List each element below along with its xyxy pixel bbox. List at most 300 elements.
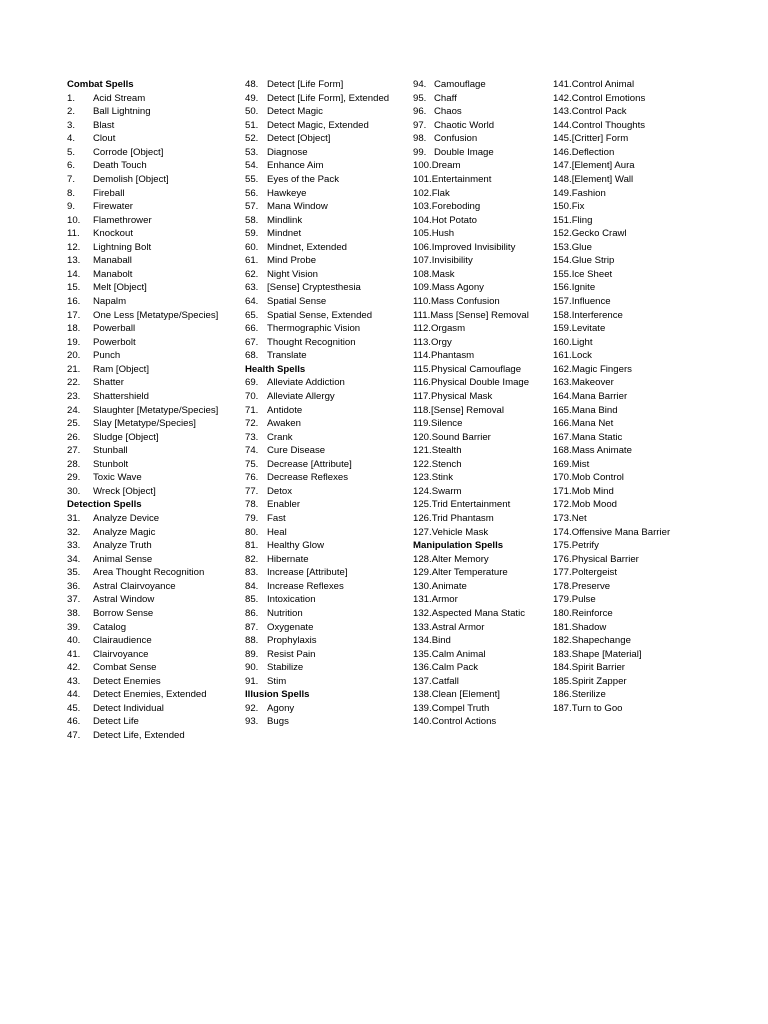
- spell-name: Oxygenate: [267, 621, 314, 633]
- spell-list-item: [67, 688, 242, 702]
- spell-name: Fireball: [93, 187, 125, 199]
- spell-number: 177.: [553, 567, 572, 579]
- spell-list-item: [67, 471, 242, 485]
- spell-list-item: [413, 268, 551, 282]
- spell-list-item: [553, 349, 763, 363]
- spell-list-item: [413, 634, 551, 648]
- spell-number: 140.: [413, 716, 432, 728]
- spell-list-item: [67, 512, 242, 526]
- spell-list-item: [245, 634, 410, 648]
- spell-number: 50.: [245, 106, 259, 118]
- spell-name: Sludge [Object]: [93, 431, 159, 443]
- spell-name: Sterilize: [571, 689, 606, 701]
- spell-number: 39.: [67, 621, 81, 633]
- spell-number: 171.: [553, 485, 572, 497]
- spell-name: Animal Sense: [93, 553, 153, 565]
- spell-list-item: [245, 498, 410, 512]
- spell-list-item: [67, 349, 242, 363]
- spell-list-item: [553, 471, 763, 485]
- spell-column-3: [413, 78, 551, 729]
- spell-name: Night Vision: [267, 268, 319, 280]
- spell-list-item: [67, 241, 242, 255]
- spell-list-item: [553, 607, 763, 621]
- spell-list-item: [245, 417, 410, 431]
- spell-number: 154.: [553, 255, 572, 267]
- spell-list-item: [553, 214, 763, 228]
- spell-list-item: [413, 607, 551, 621]
- spell-name: Stabilize: [267, 662, 304, 674]
- spell-number: 7.: [67, 173, 76, 185]
- spell-name: Bind: [431, 635, 451, 647]
- spell-list-item: [413, 105, 551, 119]
- spell-list-item: [67, 92, 242, 106]
- spell-number: 33.: [67, 540, 81, 552]
- spell-list-item: [553, 417, 763, 431]
- spell-name: Turn to Goo: [571, 702, 623, 714]
- spell-number: 56.: [245, 187, 259, 199]
- spell-number: 92.: [245, 702, 259, 714]
- spell-number: 123.: [413, 472, 432, 484]
- spell-name: Toxic Wave: [93, 472, 142, 484]
- spell-name: Hawkeye: [267, 187, 307, 199]
- spell-list-item: [413, 566, 551, 580]
- spell-list-item: [67, 281, 242, 295]
- spell-name: Thermographic Vision: [267, 323, 361, 335]
- spell-name: Mask: [431, 268, 455, 280]
- spell-list-item: [553, 498, 763, 512]
- spell-name: Demolish [Object]: [93, 173, 169, 185]
- spell-list-item: [413, 458, 551, 472]
- spell-list-item: [553, 648, 763, 662]
- spell-list-item: [413, 200, 551, 214]
- spell-number: 107.: [413, 255, 432, 267]
- spell-list-item: [67, 254, 242, 268]
- spell-name: Slay [Metatype/Species]: [93, 418, 196, 430]
- spell-name: Stealth: [431, 445, 462, 457]
- spell-name: Control Animal: [571, 79, 635, 90]
- spell-number: 13.: [67, 255, 81, 267]
- spell-name: Translate: [267, 350, 307, 362]
- spell-list-item: [245, 580, 410, 594]
- spell-number: 96.: [413, 106, 427, 118]
- spell-number: 111.: [413, 309, 431, 321]
- spell-list-item: [553, 566, 763, 580]
- spell-name: Knockout: [93, 228, 134, 240]
- spell-number: 131.: [413, 594, 432, 606]
- spell-name: Clout: [93, 133, 116, 145]
- spell-list-item: [413, 214, 551, 228]
- spell-list-item: [413, 471, 551, 485]
- spell-list-item: [553, 634, 763, 648]
- spell-column-2: [245, 78, 410, 729]
- spell-number: 64.: [245, 296, 259, 307]
- spell-number: 141.: [553, 79, 572, 90]
- spell-number: 105.: [413, 228, 432, 240]
- spell-number: 28.: [67, 458, 81, 470]
- spell-list-item: [67, 580, 242, 594]
- spell-name: Orgasm: [430, 323, 466, 335]
- spell-name: Detect Individual: [93, 702, 164, 714]
- spell-name: Alter Temperature: [431, 567, 508, 579]
- spell-name: Corrode [Object]: [93, 146, 164, 158]
- spell-number: 128.: [413, 553, 432, 565]
- spell-number: 91.: [245, 675, 259, 687]
- spell-name: Shape [Material]: [571, 648, 642, 660]
- spell-list-item: [67, 553, 242, 567]
- spell-name: Physical Mask: [430, 390, 493, 402]
- spell-name: Interference: [571, 309, 623, 321]
- spell-number: 174.: [553, 526, 572, 538]
- spell-number: 36.: [67, 580, 81, 592]
- spell-list-item: [245, 607, 410, 621]
- spell-name: Catfall: [431, 675, 459, 687]
- spell-number: 85.: [245, 594, 259, 606]
- spell-list-item: [67, 526, 242, 540]
- spell-list-item: [413, 553, 551, 567]
- spell-list-item: [413, 661, 551, 675]
- spell-name: Animate: [431, 580, 467, 592]
- spell-list-item: [553, 363, 763, 377]
- spell-number: 153.: [553, 241, 572, 253]
- spell-list-item: [245, 268, 410, 282]
- spell-name: Lightning Bolt: [93, 241, 152, 253]
- spell-list-item: [67, 729, 242, 743]
- spell-name: Camouflage: [434, 79, 486, 90]
- spell-name: Clairvoyance: [93, 648, 149, 660]
- spell-name: Deflection: [571, 146, 615, 158]
- spell-number: 24.: [67, 404, 81, 416]
- spell-number: 89.: [245, 648, 259, 660]
- spell-list-item: [245, 214, 410, 228]
- spell-number: 6.: [67, 160, 76, 172]
- spell-number: 185.: [553, 675, 572, 687]
- spell-name: Spatial Sense: [267, 296, 327, 307]
- spell-name: Firewater: [93, 201, 133, 213]
- spell-number: 45.: [67, 702, 81, 714]
- spell-number: 41.: [67, 648, 81, 660]
- spell-name: Antidote: [267, 404, 303, 416]
- spell-number: 79.: [245, 513, 259, 524]
- spell-list-item: [413, 593, 551, 607]
- spell-name: Ram [Object]: [93, 363, 149, 375]
- spell-list-item: [245, 200, 410, 214]
- spell-name: Ignite: [571, 282, 596, 294]
- spell-number: 37.: [67, 594, 81, 606]
- spell-list-item: [553, 78, 763, 92]
- spell-number: 34.: [67, 553, 81, 565]
- spell-list-item: [553, 200, 763, 214]
- spell-number: 75.: [245, 458, 259, 470]
- spell-list-item: [67, 214, 242, 228]
- spell-list-item: [413, 254, 551, 268]
- section-heading: Illusion Spells: [245, 689, 310, 701]
- spell-number: 95.: [413, 92, 427, 104]
- spell-name: Detect [Life Form], Extended: [267, 92, 390, 104]
- spell-list-item: [67, 132, 242, 146]
- spell-number: 4.: [67, 133, 76, 145]
- spell-list-item: [413, 322, 551, 336]
- spell-list-item: [413, 376, 551, 390]
- spell-number: 60.: [245, 241, 259, 253]
- spell-name: Orgy: [430, 336, 452, 348]
- spell-name: Powerbolt: [93, 336, 136, 348]
- spell-name: Detect Magic, Extended: [267, 119, 369, 131]
- spell-name: Increase [Attribute]: [267, 567, 348, 579]
- spell-number: 77.: [245, 485, 259, 497]
- spell-list-item: [67, 376, 242, 390]
- spell-name: Alleviate Allergy: [267, 390, 335, 402]
- spell-name: Stim: [267, 675, 287, 687]
- spell-number: 69.: [245, 377, 259, 389]
- spell-number: 23.: [67, 390, 81, 402]
- spell-name: Lock: [571, 350, 592, 362]
- spell-name: Phantasm: [430, 350, 475, 362]
- spell-number: 143.: [553, 106, 572, 118]
- spell-number: 146.: [553, 146, 572, 158]
- spell-name: Manabolt: [93, 268, 133, 280]
- spell-name: Detox: [267, 485, 293, 497]
- spell-number: 38.: [67, 607, 81, 619]
- spell-name: Detect Magic: [267, 106, 323, 118]
- spell-name: Aspected Mana Static: [431, 607, 526, 619]
- spell-name: Hot Potato: [431, 214, 478, 226]
- spell-number: 53.: [245, 146, 259, 158]
- spell-number: 145.: [553, 133, 572, 145]
- spell-number: 180.: [553, 607, 572, 619]
- spell-name: Stench: [431, 458, 462, 470]
- spell-number: 102.: [413, 187, 432, 199]
- spell-column-1: [67, 78, 242, 743]
- spell-name: Spirit Zapper: [571, 675, 627, 687]
- spell-name: Alter Memory: [431, 553, 489, 565]
- spell-name: [Critter] Form: [571, 133, 629, 145]
- spell-number: 109.: [413, 282, 432, 294]
- spell-number: 1.: [67, 92, 76, 104]
- spell-name: Enhance Aim: [267, 160, 324, 172]
- spell-number: 32.: [67, 526, 81, 538]
- spell-list-item: [553, 336, 763, 350]
- spell-number: 149.: [553, 187, 572, 199]
- spell-list-item: [67, 566, 242, 580]
- spell-name: Dream: [431, 160, 461, 172]
- spell-number: 98.: [413, 133, 427, 145]
- spell-list-item: [413, 431, 551, 445]
- spell-number: 93.: [245, 716, 259, 728]
- spell-number: 132.: [413, 607, 432, 619]
- spell-number: 78.: [245, 499, 259, 511]
- spell-list-item: [245, 648, 410, 662]
- spell-number: 159.: [553, 323, 572, 335]
- spell-list-item: [553, 526, 763, 540]
- spell-name: Ball Lightning: [93, 106, 151, 118]
- spell-name: Prophylaxis: [267, 635, 317, 647]
- spell-name: Spatial Sense, Extended: [267, 309, 373, 321]
- spell-list-item: [67, 309, 242, 323]
- spell-name: Catalog: [93, 621, 127, 633]
- spell-number: 142.: [553, 92, 572, 104]
- spell-name: Control Thoughts: [571, 119, 646, 131]
- spell-name: Chaotic World: [434, 119, 495, 131]
- spell-name: Fashion: [571, 187, 606, 199]
- spell-list-item: [67, 607, 242, 621]
- spell-name: Control Pack: [571, 106, 627, 118]
- section-heading: Health Spells: [245, 363, 306, 375]
- spell-number: 186.: [553, 689, 572, 701]
- spell-list-item: [245, 254, 410, 268]
- spell-list-item: [553, 675, 763, 689]
- spell-number: 55.: [245, 173, 259, 185]
- spell-number: 3.: [67, 119, 76, 131]
- spell-list-item: [553, 268, 763, 282]
- spell-name: Eyes of the Pack: [267, 173, 339, 185]
- spell-list-item: [553, 309, 763, 323]
- spell-name: Gecko Crawl: [571, 228, 627, 240]
- spell-number: 151.: [553, 214, 572, 226]
- spell-list-item: [67, 593, 242, 607]
- spell-list-item: [67, 119, 242, 133]
- spell-list-item: [245, 485, 410, 499]
- spell-number: 44.: [67, 689, 81, 701]
- spell-number: 31.: [67, 513, 81, 524]
- spell-list-item: [553, 241, 763, 255]
- spell-list-item: [245, 675, 410, 689]
- spell-list-item: [245, 173, 410, 187]
- spell-name: Mist: [571, 458, 590, 470]
- spell-list-item: [413, 363, 551, 377]
- spell-list-item: [413, 92, 551, 106]
- section-heading: Manipulation Spells: [413, 540, 504, 552]
- spell-list-item: [413, 146, 551, 160]
- spell-list-item: [245, 661, 410, 675]
- spell-name: Chaff: [434, 92, 457, 104]
- spell-number: 86.: [245, 607, 259, 619]
- spell-number: 113.: [413, 336, 431, 348]
- spell-list-item: [553, 132, 763, 146]
- spell-number: 57.: [245, 201, 259, 213]
- spell-list-item: [553, 254, 763, 268]
- spell-list-item: [413, 295, 551, 309]
- spell-list-item: [67, 715, 242, 729]
- spell-name: Mindnet: [267, 228, 302, 240]
- spell-list-item: [245, 390, 410, 404]
- spell-number: 80.: [245, 526, 259, 538]
- spell-name: Stunball: [93, 445, 128, 457]
- spell-name: Increase Reflexes: [267, 580, 344, 592]
- spell-name: Melt [Object]: [93, 282, 147, 294]
- spell-number: 35.: [67, 567, 81, 579]
- spell-name: Analyze Device: [93, 513, 160, 524]
- spell-name: Fling: [571, 214, 593, 226]
- spell-list-item: [67, 363, 242, 377]
- spell-name: Control Emotions: [571, 92, 646, 104]
- spell-list-item: [67, 390, 242, 404]
- spell-number: 135.: [413, 648, 432, 660]
- spell-number: 152.: [553, 228, 572, 240]
- spell-name: Improved Invisibility: [431, 241, 516, 253]
- spell-name: Light: [571, 336, 593, 348]
- spell-list-item: [245, 539, 410, 553]
- spell-number: 25.: [67, 418, 81, 430]
- spell-number: 110.: [413, 296, 431, 307]
- spell-list-item: [245, 227, 410, 241]
- spell-number: 88.: [245, 635, 259, 647]
- spell-name: [Element] Aura: [571, 160, 635, 172]
- spell-list-item: [413, 444, 551, 458]
- spell-number: 144.: [553, 119, 572, 131]
- spell-name: Mind Probe: [267, 255, 317, 267]
- spell-number: 122.: [413, 458, 432, 470]
- spell-name: Healthy Glow: [267, 540, 325, 552]
- spell-number: 12.: [67, 241, 81, 253]
- spell-list-item: [67, 268, 242, 282]
- spell-number: 137.: [413, 675, 432, 687]
- spell-list-item: [67, 336, 242, 350]
- spell-name: Net: [571, 513, 587, 524]
- spell-list-item: [245, 105, 410, 119]
- spell-list-item: [67, 146, 242, 160]
- spell-number: 26.: [67, 431, 81, 443]
- spell-list-item: [553, 512, 763, 526]
- spell-list-item: [245, 309, 410, 323]
- spell-list-item: [245, 593, 410, 607]
- spell-number: 112.: [413, 323, 431, 335]
- section-heading: Detection Spells: [67, 499, 142, 511]
- spell-number: 30.: [67, 485, 81, 497]
- spell-number: 66.: [245, 323, 259, 335]
- spell-number: 179.: [553, 594, 572, 606]
- spell-list-item: [413, 485, 551, 499]
- spell-list-item: [413, 281, 551, 295]
- spell-number: 108.: [413, 268, 432, 280]
- spell-name: Shapechange: [571, 635, 631, 647]
- spell-list-item: [553, 404, 763, 418]
- spell-number: 5.: [67, 146, 76, 158]
- spell-list-item: [553, 146, 763, 160]
- spell-number: 106.: [413, 241, 432, 253]
- spell-name: Armor: [431, 594, 458, 606]
- spell-number: 65.: [245, 309, 259, 321]
- spell-name: Detect [Object]: [267, 133, 331, 145]
- spell-list-item: [413, 688, 551, 702]
- spell-list-item: [413, 187, 551, 201]
- spell-name: Physical Camouflage: [430, 363, 522, 375]
- spell-list-item: [67, 539, 242, 553]
- spell-name: One Less [Metatype/Species]: [93, 309, 219, 321]
- spell-number: 130.: [413, 580, 432, 592]
- spell-number: 94.: [413, 79, 427, 90]
- spell-number: 100.: [413, 160, 432, 172]
- spell-list-item: [413, 349, 551, 363]
- spell-number: 167.: [553, 431, 572, 443]
- spell-name: Thought Recognition: [267, 336, 356, 348]
- spell-list-item: [553, 702, 763, 716]
- spell-list-item: [553, 661, 763, 675]
- spell-list-item: [553, 485, 763, 499]
- spell-number: 164.: [553, 390, 572, 402]
- spell-list-item: [245, 702, 410, 716]
- spell-number: 157.: [553, 296, 572, 307]
- spell-number: 139.: [413, 702, 432, 714]
- spell-list-item: [245, 92, 410, 106]
- spell-list-item: [553, 444, 763, 458]
- spell-list-item: [67, 417, 242, 431]
- spell-number: 71.: [245, 404, 259, 416]
- spell-name: Analyze Magic: [93, 526, 156, 538]
- spell-number: 17.: [67, 309, 81, 321]
- spell-list-item: [67, 485, 242, 499]
- spell-number: 22.: [67, 377, 81, 389]
- spell-number: 84.: [245, 580, 259, 592]
